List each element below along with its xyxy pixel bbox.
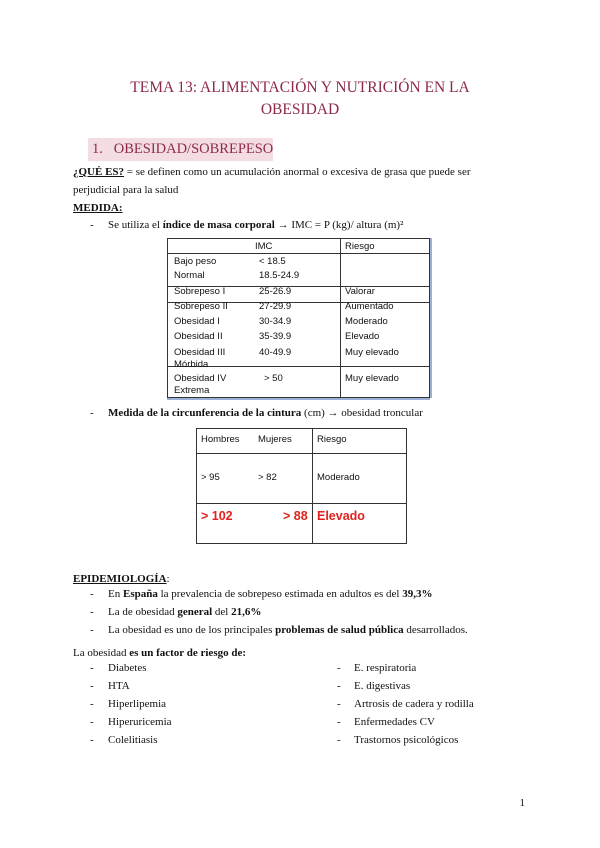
- cintura-header-riesgo: Riesgo: [317, 434, 347, 445]
- epi-label: EPIDEMIOLOGÍA: [73, 573, 167, 585]
- risk-item: HTA: [108, 680, 130, 692]
- risk-item: Colelitiasis: [108, 734, 158, 746]
- riesgo-bold: es un factor de riesgo de:: [129, 647, 247, 659]
- cintura-line-bold: Medida de la circunferencia de la cintura: [108, 407, 302, 419]
- imc-row-value: 18.5-24.9: [259, 270, 300, 281]
- cintura-header-mujeres: Mujeres: [258, 434, 292, 445]
- medida-label: MEDIDA:: [73, 202, 123, 214]
- bullet-dash: -: [90, 698, 94, 710]
- risk-item: Enfermedades CV: [354, 716, 435, 728]
- bullet-dash: -: [90, 624, 94, 636]
- bullet-dash: -: [90, 219, 94, 231]
- imc-row-riesgo: Valorar: [345, 286, 375, 297]
- risk-item: E. respiratoria: [354, 662, 417, 674]
- epi-item-b1: general: [177, 606, 213, 618]
- cintura-r2-riesgo: Elevado: [317, 509, 365, 523]
- que-es-paragraph: [73, 163, 528, 181]
- epi-colon: :: [166, 573, 170, 585]
- bullet-dash: -: [90, 606, 94, 618]
- imc-row-category-sub: Extrema: [174, 385, 210, 396]
- imc-row-riesgo: Muy elevado: [345, 373, 399, 384]
- imc-line-post: → IMC = P (kg)/ altura (m)²: [274, 219, 404, 231]
- epi-item-pre: En: [108, 588, 123, 600]
- que-es-label: ¿QUÉ ES?: [73, 166, 125, 178]
- risk-item: Hiperlipemia: [108, 698, 167, 710]
- imc-row-riesgo: Muy elevado: [345, 347, 399, 358]
- imc-row-riesgo: Moderado: [345, 316, 388, 327]
- imc-line-bold: índice de masa corporal: [162, 219, 275, 231]
- cintura-line-post: (cm) → obesidad troncular: [301, 407, 423, 419]
- bullet-dash: -: [337, 680, 341, 692]
- imc-row-value: 25-26.9: [259, 286, 292, 297]
- imc-row-riesgo: Aumentado: [345, 301, 394, 312]
- imc-row-category-sub: Mórbida: [174, 359, 209, 370]
- imc-row-category: Sobrepeso II: [174, 301, 228, 312]
- cintura-r2-hombres: > 102: [201, 509, 233, 523]
- imc-row-category: Obesidad IV: [174, 373, 227, 384]
- riesgo-pre: La obesidad: [73, 647, 130, 659]
- cintura-r1-riesgo: Moderado: [317, 472, 360, 483]
- bullet-dash: -: [90, 716, 94, 728]
- epi-item: [108, 588, 432, 600]
- imc-row-value: 27-29.9: [259, 301, 292, 312]
- section-heading: 1. OBESIDAD/SOBREPESO: [92, 141, 274, 157]
- imc-row-value: < 18.5: [259, 256, 286, 267]
- bullet-dash: -: [337, 716, 341, 728]
- bullet-dash: -: [90, 734, 94, 746]
- cintura-table: [196, 428, 407, 544]
- imc-row-value: > 50: [264, 373, 283, 384]
- bullet-dash: -: [337, 734, 341, 746]
- cintura-r1-hombres: > 95: [201, 472, 220, 483]
- bullet-dash: -: [90, 407, 94, 419]
- epi-item-b2: 39,3%: [402, 588, 433, 600]
- cintura-r1-mujeres: > 82: [258, 472, 277, 483]
- imc-line-pre: Se utiliza el: [108, 219, 163, 231]
- page-title-line1: TEMA 13: ALIMENTACIÓN Y NUTRICIÓN EN LA: [130, 79, 470, 96]
- imc-row-category: Obesidad II: [174, 331, 223, 342]
- risk-item: Artrosis de cadera y rodilla: [354, 698, 474, 710]
- cintura-line: [108, 407, 423, 419]
- imc-header-imc: IMC: [255, 241, 273, 252]
- epi-heading: [73, 570, 528, 588]
- epi-item-pre: La obesidad es uno de los principales: [108, 624, 276, 636]
- epi-item-b1: España: [122, 588, 158, 600]
- imc-row-value: 35-39.9: [259, 331, 292, 342]
- bullet-dash: -: [337, 662, 341, 674]
- bullet-dash: -: [337, 698, 341, 710]
- imc-row-category: Bajo peso: [174, 256, 217, 267]
- page-title-line2: OBESIDAD: [260, 101, 340, 118]
- epi-item-mid: la prevalencia de sobrepeso estimada en adultos es del: [157, 588, 403, 600]
- epi-item-b2: 21,6%: [231, 606, 262, 618]
- que-es-paragraph-2: [73, 181, 528, 199]
- epi-item-pre: La de obesidad: [108, 606, 178, 618]
- cintura-r2-mujeres: > 88: [283, 509, 308, 523]
- risk-item: E. digestivas: [354, 680, 411, 692]
- epi-item: [108, 606, 261, 618]
- que-es-text-1: = se definen como un acumulación anormal o excesiva de grasa que puede ser: [124, 166, 471, 178]
- epi-item-mid: del: [212, 606, 232, 618]
- riesgo-line: [73, 644, 528, 662]
- bullet-dash: -: [90, 680, 94, 692]
- imc-row-category: Obesidad I: [174, 316, 220, 327]
- cintura-header-hombres: Hombres: [201, 434, 240, 445]
- imc-line: [108, 219, 403, 231]
- que-es-text-2: perjudicial para la salud: [73, 184, 179, 196]
- imc-row-category: Sobrepeso I: [174, 286, 226, 297]
- epi-item-b1: problemas de salud pública: [275, 624, 404, 636]
- epi-item: [108, 624, 468, 636]
- risk-item: Hiperuricemia: [108, 716, 172, 728]
- epi-item-mid: desarrollados.: [403, 624, 468, 636]
- imc-header-riesgo: Riesgo: [345, 241, 375, 252]
- page-number: 1: [519, 797, 525, 809]
- imc-row-value: 30-34.9: [259, 316, 292, 327]
- imc-row-value: 40-49.9: [259, 347, 292, 358]
- bullet-dash: -: [90, 662, 94, 674]
- imc-row-riesgo: Elevado: [345, 331, 380, 342]
- risk-item: Diabetes: [108, 662, 147, 674]
- bullet-dash: -: [90, 588, 94, 600]
- medida-heading: [73, 199, 528, 217]
- imc-row-category: Normal: [174, 270, 205, 281]
- imc-row-category: Obesidad III: [174, 347, 226, 358]
- risk-item: Trastornos psicológicos: [354, 734, 459, 746]
